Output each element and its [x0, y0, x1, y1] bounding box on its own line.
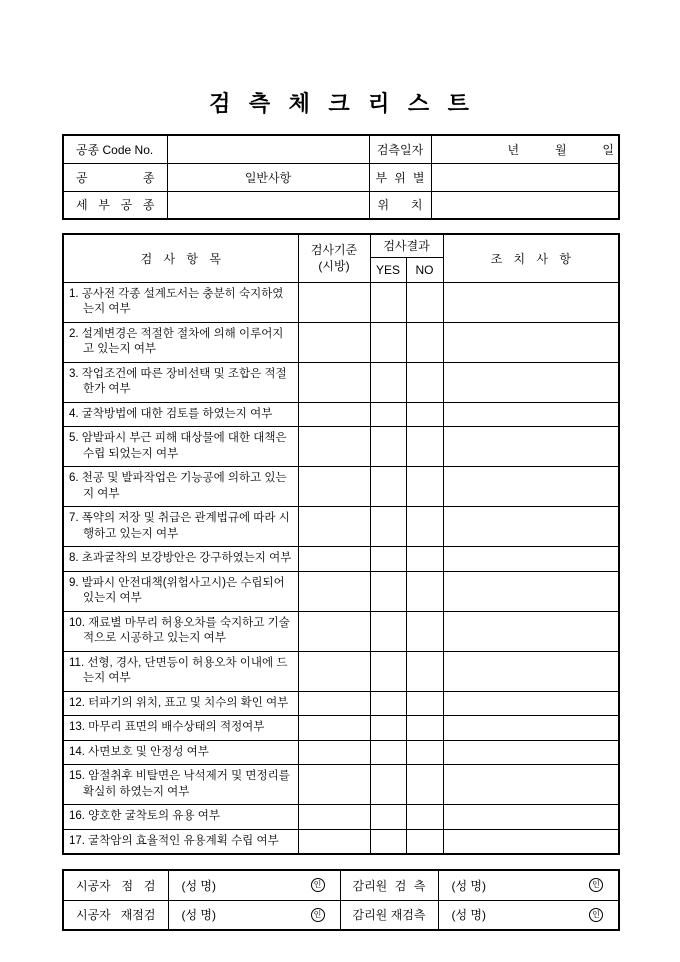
checklist-row: [63, 691, 619, 716]
yes-cell[interactable]: [370, 691, 406, 716]
checklist-header-row-1: [63, 234, 619, 257]
yes-cell[interactable]: [370, 362, 406, 402]
yes-cell[interactable]: [370, 467, 406, 507]
action-cell[interactable]: [443, 571, 619, 611]
checklist-row: [63, 362, 619, 402]
inspection-date-value[interactable]: [431, 135, 619, 163]
item-text: 6. 천공 및 발파작업은 기능공에 의하고 있는지 여부: [63, 467, 298, 507]
action-column-header: 조 치 사 항: [443, 234, 619, 282]
yes-cell[interactable]: [370, 322, 406, 362]
name-label: (성 명): [451, 908, 487, 923]
yes-cell[interactable]: [370, 507, 406, 547]
day-label: 일: [602, 142, 614, 157]
action-cell[interactable]: [443, 427, 619, 467]
action-cell[interactable]: [443, 402, 619, 427]
work-type-label: 공 종: [63, 163, 167, 191]
checklist-row: [63, 829, 619, 854]
location-value[interactable]: [431, 191, 619, 219]
supervisor-check-label: 감리원 검 측: [340, 870, 438, 900]
signature-table: [62, 869, 620, 931]
contractor-recheck-label: 시공자 재점검: [63, 900, 168, 930]
no-cell[interactable]: [406, 740, 443, 765]
name-label: (성 명): [181, 908, 217, 923]
seal-icon: 인: [589, 878, 603, 892]
page-title: 검 측 체 크 리 스 트: [209, 91, 471, 116]
action-cell[interactable]: [443, 467, 619, 507]
checklist-row: [63, 765, 619, 805]
item-text: 13. 마무리 표면의 배수상태의 적정여부: [63, 716, 298, 741]
info-row-2: [63, 163, 619, 191]
checklist-row: [63, 427, 619, 467]
supervisor-recheck-label: 감리원 재검측: [340, 900, 438, 930]
checklist-row: [63, 282, 619, 322]
criteria-header-line2: (시방): [318, 259, 350, 274]
info-row-1: [63, 135, 619, 163]
criteria-cell[interactable]: [298, 467, 370, 507]
action-cell[interactable]: [443, 716, 619, 741]
action-cell[interactable]: [443, 507, 619, 547]
checklist-row: [63, 547, 619, 572]
yes-cell[interactable]: [370, 716, 406, 741]
action-cell[interactable]: [443, 611, 619, 651]
checklist-row: [63, 467, 619, 507]
checklist-body: [63, 282, 619, 854]
criteria-cell[interactable]: [298, 611, 370, 651]
contractor-recheck-signature[interactable]: [168, 900, 340, 930]
criteria-cell[interactable]: [298, 362, 370, 402]
yes-cell[interactable]: [370, 651, 406, 691]
action-cell[interactable]: [443, 765, 619, 805]
action-cell[interactable]: [443, 282, 619, 322]
criteria-cell[interactable]: [298, 402, 370, 427]
criteria-cell[interactable]: [298, 427, 370, 467]
info-row-3: [63, 191, 619, 219]
no-cell[interactable]: [406, 507, 443, 547]
checklist-row: [63, 716, 619, 741]
criteria-cell[interactable]: [298, 829, 370, 854]
yes-cell[interactable]: [370, 765, 406, 805]
criteria-header-line1: 검사기준: [310, 243, 358, 258]
no-cell[interactable]: [406, 716, 443, 741]
seal-icon: 인: [589, 908, 603, 922]
supervisor-recheck-signature[interactable]: [438, 900, 619, 930]
no-cell[interactable]: [406, 467, 443, 507]
yes-cell[interactable]: [370, 740, 406, 765]
no-cell[interactable]: [406, 282, 443, 322]
item-text: 4. 굴착방법에 대한 검토를 하였는지 여부: [63, 402, 298, 427]
yes-cell[interactable]: [370, 829, 406, 854]
item-text: 14. 사면보호 및 안정성 여부: [63, 740, 298, 765]
work-type-value[interactable]: 일반사항: [167, 163, 369, 191]
seal-icon: 인: [311, 908, 325, 922]
checklist-row: [63, 611, 619, 651]
yes-cell[interactable]: [370, 611, 406, 651]
item-text: 1. 공사전 각종 설계도서는 충분히 숙지하였는지 여부: [63, 282, 298, 322]
work-code-label: 공종 Code No.: [63, 135, 167, 163]
info-table: [62, 134, 620, 220]
item-text: 5. 암발파시 부근 피해 대상물에 대한 대책은 수립 되었는지 여부: [63, 427, 298, 467]
action-cell[interactable]: [443, 362, 619, 402]
action-cell[interactable]: [443, 322, 619, 362]
contractor-check-label: 시공자 점 검: [63, 870, 168, 900]
checklist-row: [63, 402, 619, 427]
action-cell[interactable]: [443, 547, 619, 572]
no-cell[interactable]: [406, 829, 443, 854]
signature-row-1: [63, 870, 619, 900]
yes-cell[interactable]: [370, 571, 406, 611]
yes-cell[interactable]: [370, 282, 406, 322]
year-label: 년: [507, 142, 520, 157]
criteria-column-header: [298, 234, 370, 282]
action-cell[interactable]: [443, 740, 619, 765]
no-cell[interactable]: [406, 362, 443, 402]
no-column-header: NO: [406, 257, 443, 282]
criteria-cell[interactable]: [298, 716, 370, 741]
part-label: 부 위 별: [369, 163, 431, 191]
yes-column-header: YES: [370, 257, 406, 282]
item-text: 7. 폭약의 저장 및 취급은 관계법규에 따라 시행하고 있는지 여부: [63, 507, 298, 547]
no-cell[interactable]: [406, 571, 443, 611]
criteria-cell[interactable]: [298, 507, 370, 547]
criteria-cell[interactable]: [298, 282, 370, 322]
item-text: 8. 초과굴착의 보강방안은 강구하였는지 여부: [63, 547, 298, 572]
no-cell[interactable]: [406, 547, 443, 572]
month-label: 월: [554, 142, 567, 157]
item-column-header: 검 사 항 목: [63, 234, 298, 282]
no-cell[interactable]: [406, 805, 443, 830]
item-text: 16. 양호한 굴착토의 유용 여부: [63, 805, 298, 830]
yes-cell[interactable]: [370, 427, 406, 467]
no-cell[interactable]: [406, 691, 443, 716]
action-cell[interactable]: [443, 829, 619, 854]
item-text: 3. 작업조건에 따른 장비선택 및 조합은 적절한가 여부: [63, 362, 298, 402]
checklist-table: [62, 233, 620, 855]
action-cell[interactable]: [443, 805, 619, 830]
yes-cell[interactable]: [370, 402, 406, 427]
no-cell[interactable]: [406, 765, 443, 805]
item-text: 10. 재료별 마무리 허용오차를 숙지하고 기술적으로 시공하고 있는지 여부: [63, 611, 298, 651]
checklist-row: [63, 651, 619, 691]
checklist-row: [63, 322, 619, 362]
action-cell[interactable]: [443, 691, 619, 716]
criteria-cell[interactable]: [298, 571, 370, 611]
no-cell[interactable]: [406, 402, 443, 427]
checklist-row: [63, 805, 619, 830]
action-cell[interactable]: [443, 651, 619, 691]
item-text: 9. 발파시 안전대책(위험사고시)은 수립되어 있는지 여부: [63, 571, 298, 611]
item-text: 17. 굴착암의 효율적인 유용계획 수립 여부: [63, 829, 298, 854]
no-cell[interactable]: [406, 322, 443, 362]
detail-work-value[interactable]: [167, 191, 369, 219]
criteria-cell[interactable]: [298, 805, 370, 830]
checklist-row: [63, 740, 619, 765]
name-label: (성 명): [181, 878, 217, 893]
checklist-row: [63, 571, 619, 611]
result-column-header: 검사결과: [370, 234, 443, 257]
work-code-value[interactable]: [167, 135, 369, 163]
criteria-cell[interactable]: [298, 322, 370, 362]
contractor-check-signature[interactable]: [168, 870, 340, 900]
no-cell[interactable]: [406, 611, 443, 651]
yes-cell[interactable]: [370, 805, 406, 830]
criteria-cell[interactable]: [298, 691, 370, 716]
item-text: 2. 설계변경은 적절한 절차에 의해 이루어지고 있는지 여부: [63, 322, 298, 362]
yes-cell[interactable]: [370, 547, 406, 572]
criteria-cell[interactable]: [298, 765, 370, 805]
location-label: 위 치: [369, 191, 431, 219]
no-cell[interactable]: [406, 427, 443, 467]
name-label: (성 명): [451, 878, 487, 893]
signature-row-2: [63, 900, 619, 930]
detail-work-label: 세 부 공 종: [63, 191, 167, 219]
criteria-cell[interactable]: [298, 547, 370, 572]
supervisor-check-signature[interactable]: [438, 870, 619, 900]
item-text: 15. 암절취후 비탈면은 낙석제거 및 면정리를 확실히 하였는지 여부: [63, 765, 298, 805]
no-cell[interactable]: [406, 651, 443, 691]
criteria-cell[interactable]: [298, 651, 370, 691]
inspection-date-label: 검측일자: [369, 135, 431, 163]
checklist-row: [63, 507, 619, 547]
seal-icon: 인: [311, 878, 325, 892]
item-text: 11. 선형, 경사, 단면등이 허용오차 이내에 드는지 여부: [63, 651, 298, 691]
criteria-cell[interactable]: [298, 740, 370, 765]
item-text: 12. 터파기의 위치, 표고 및 치수의 확인 여부: [63, 691, 298, 716]
part-value[interactable]: [431, 163, 619, 191]
